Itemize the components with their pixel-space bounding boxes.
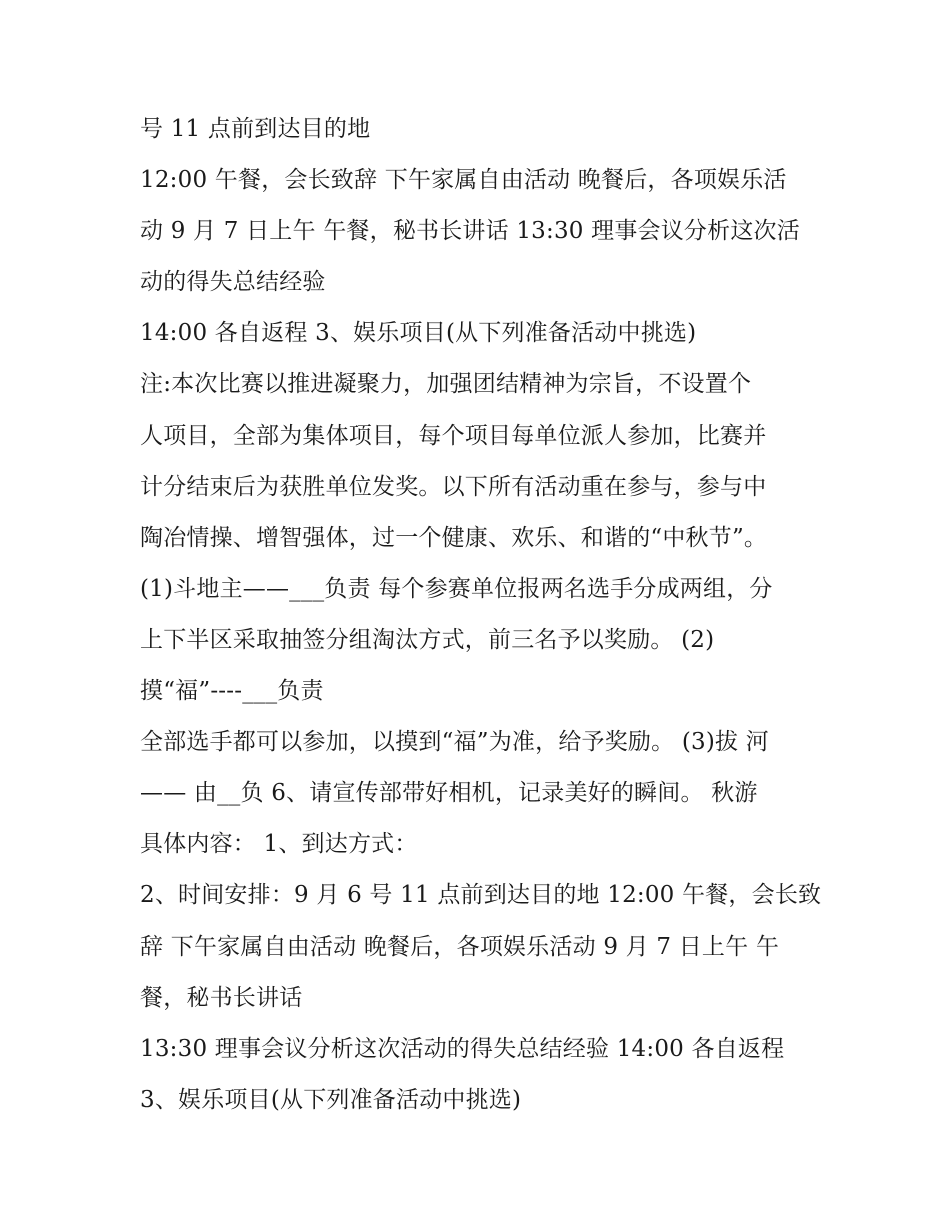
text-line: 动 9 月 7 日上午 午餐，秘书长讲话 13:30 理事会议分析这次活: [140, 218, 800, 245]
text-line: 计分结束后为获胜单位发奖。以下所有活动重在参与，参与中: [140, 473, 767, 500]
text-line: 14:00 各自返程 3、娱乐项目(从下列准备活动中挑选): [140, 320, 697, 347]
text-line: 人项目，全部为集体项目，每个项目每单位派人参加，比赛并: [140, 422, 767, 449]
text-line: 号 11 点前到达目的地: [140, 116, 371, 142]
document-body: [140, 104, 830, 1126]
text-line: 辞 下午家属自由活动 晚餐后，各项娱乐活动 9 月 7 日上午 午: [140, 933, 780, 960]
text-line: 全部选手都可以参加，以摸到“福”为准，给予奖励。 (3)拔 河: [140, 729, 769, 756]
text-line: 动的得失总结经验: [140, 269, 326, 296]
text-line: 陶冶情操、增智强体，过一个健康、欢乐、和谐的“中秋节”。: [140, 524, 768, 551]
text-line: 具体内容： 1、到达方式：: [140, 831, 418, 858]
text-line: 注:本次比赛以推进凝聚力，加强团结精神为宗旨，不设置个: [140, 371, 752, 398]
text-line: —— 由__负 6、请宣传部带好相机，记录美好的瞬间。 秋游: [140, 780, 758, 807]
text-line: (1)斗地主——___负责 每个参赛单位报两名选手分成两组，分: [140, 575, 773, 602]
text-line: 12:00 午餐，会长致辞 下午家属自由活动 晚餐后，各项娱乐活: [140, 167, 787, 194]
text-line: 3、娱乐项目(从下列准备活动中挑选): [140, 1086, 522, 1113]
text-line: 摸“福”----___负责: [140, 678, 324, 705]
text-line: 上下半区采取抽签分组淘汰方式，前三名予以奖励。 (2): [140, 626, 715, 653]
text-line: 餐，秘书长讲话: [140, 984, 303, 1011]
text-line: 13:30 理事会议分析这次活动的得失总结经验 14:00 各自返程: [140, 1035, 785, 1062]
text-line: 2、时间安排：9 月 6 号 11 点前到达目的地 12:00 午餐，会长致: [140, 882, 822, 909]
